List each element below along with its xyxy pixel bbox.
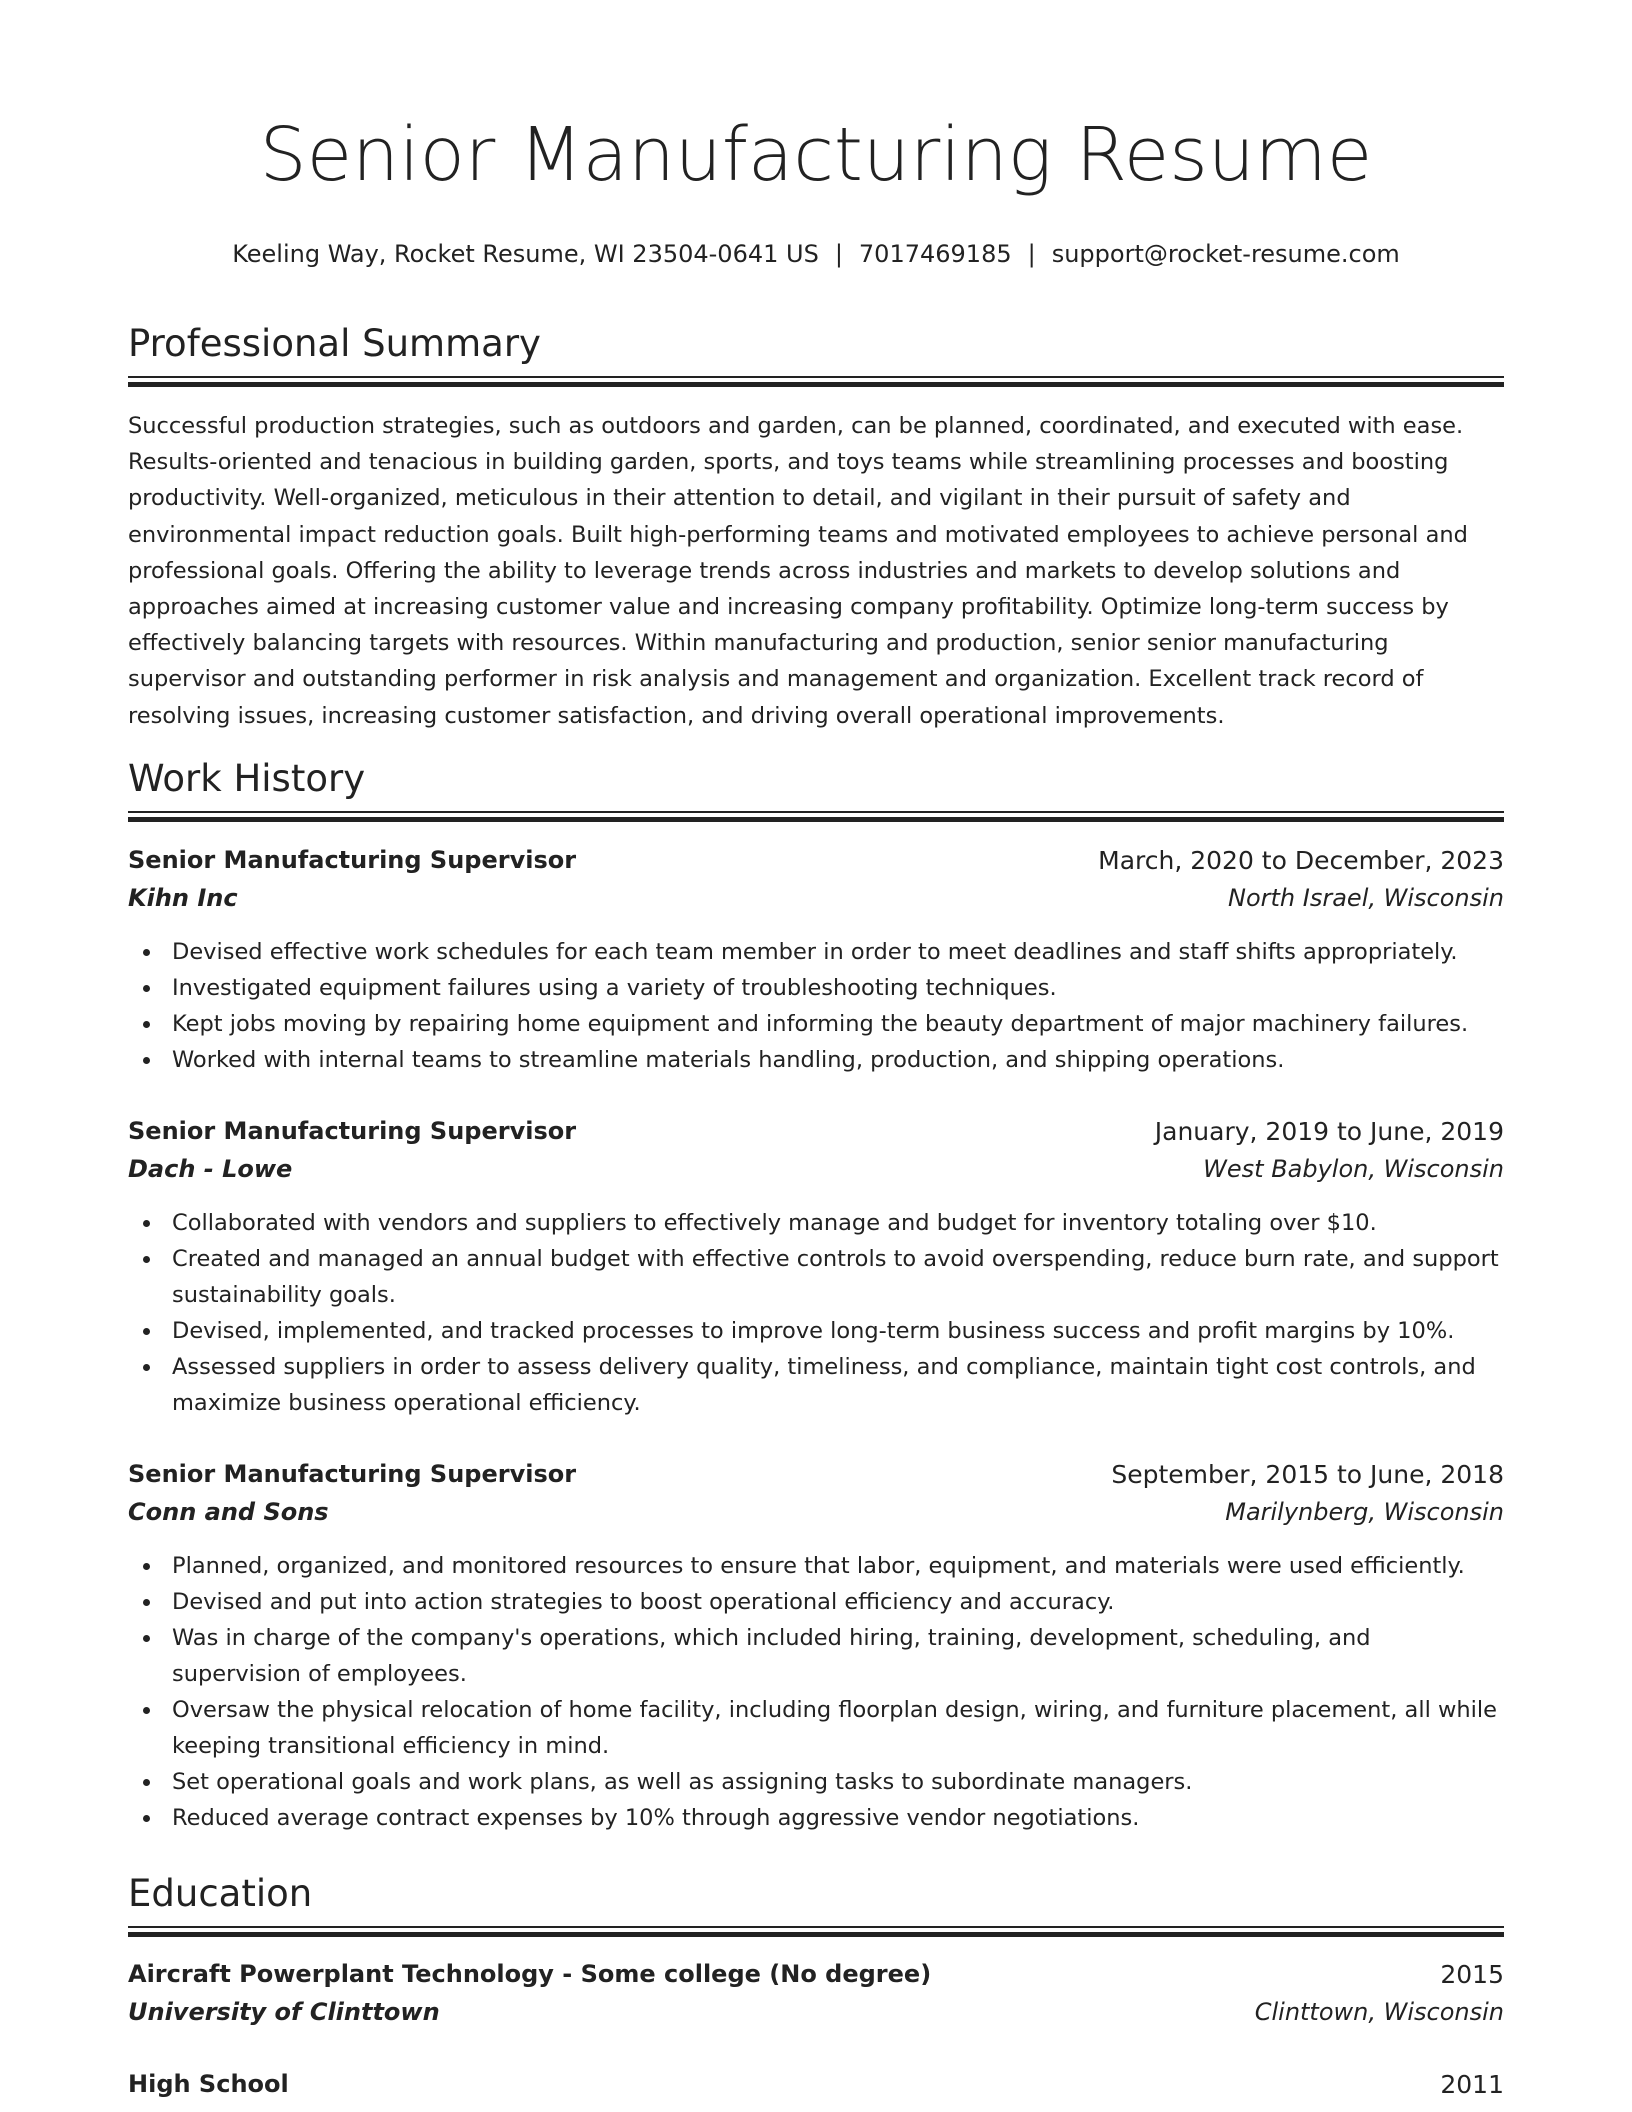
education-degree: High School — [128, 2070, 289, 2098]
list-item: Devised and put into action strategies to boost operational efficiency and accuracy. — [128, 1584, 1504, 1620]
section-title-work-history: Work History — [128, 757, 366, 800]
job-company: Kihn Inc — [128, 884, 238, 912]
job-location: West Babylon, Wisconsin — [1203, 1155, 1504, 1183]
list-item: Created and managed an annual budget with effective controls to avoid overspending, reduce burn rate, and support sustainability goals. — [128, 1241, 1504, 1313]
section-divider — [128, 811, 1504, 822]
section-divider — [128, 1926, 1504, 1937]
list-item: Investigated equipment failures using a variety of troubleshooting techniques. — [128, 970, 1504, 1006]
job-company-row — [128, 884, 1504, 922]
list-item: Was in charge of the company's operations, which included hiring, training, development, scheduling, and supervision of employees. — [128, 1620, 1504, 1692]
section-title-summary: Professional Summary — [128, 322, 541, 365]
education-year: 2015 — [1440, 1960, 1504, 1989]
list-item: Oversaw the physical relocation of home facility, including floorplan design, wiring, and furniture placement, all while keeping transitional efficiency in mind. — [128, 1692, 1504, 1764]
summary-text: Successful production strategies, such as outdoors and garden, can be planned, coordinated, and executed with ease. Results-oriented and tenacious in building garden, sports, and toys teams while streamlining processes and boosting productivity. Well-organized, meticulous in their attention to detail, and vigilant in their pursuit of safety and environmental impact reduction goals. Built high-performing teams and motivated employees to achieve personal and professional goals. Offering the ability to leverage trends across industries and markets to develop solutions and approaches aimed at increasing customer value and increasing company profitability. Optimize long-term success by effectively balancing targets with resources. Within manufacturing and production, senior senior manufacturing supervisor and outstanding performer in risk analysis and management and organization. Excellent track record of resolving issues, increasing customer satisfaction, and driving overall operational improvements. — [128, 413, 1468, 729]
job-company-row — [128, 1498, 1504, 1536]
job-bullets — [128, 1548, 1504, 1836]
job-header-row — [128, 846, 1504, 884]
education-entry — [128, 1960, 1504, 2036]
job-company: Conn and Sons — [128, 1498, 329, 1526]
job-company-row — [128, 1155, 1504, 1193]
education-year: 2011 — [1440, 2070, 1504, 2099]
list-item: Kept jobs moving by repairing home equipment and informing the beauty department of major machinery failures. — [128, 1006, 1504, 1042]
job-dates: September, 2015 to June, 2018 — [1111, 1460, 1504, 1489]
job-location: Marilynberg, Wisconsin — [1225, 1498, 1504, 1526]
job-location: North Israel, Wisconsin — [1228, 884, 1504, 912]
contact-email: support@rocket-resume.com — [1051, 240, 1400, 268]
job-bullets — [128, 934, 1504, 1078]
section-title-education: Education — [128, 1872, 313, 1915]
contact-address: Keeling Way, Rocket Resume, WI 23504-0641 US — [232, 240, 819, 268]
job-dates: January, 2019 to June, 2019 — [1154, 1117, 1504, 1146]
job-role: Senior Manufacturing Supervisor — [128, 846, 577, 874]
education-degree: Aircraft Powerplant Technology - Some college (No degree) — [128, 1960, 932, 1988]
list-item: Worked with internal teams to streamline materials handling, production, and shipping operations. — [128, 1042, 1504, 1078]
education-header-row — [128, 1960, 1504, 1998]
education-header-row — [128, 2070, 1504, 2108]
resume-title: Senior Manufacturing Resume — [259, 112, 1373, 198]
list-item: Collaborated with vendors and suppliers to effectively manage and budget for inventory totaling over $10. — [128, 1205, 1504, 1241]
job-header-row — [128, 1117, 1504, 1155]
contact-phone: 7017469185 — [858, 240, 1012, 268]
list-item: Assessed suppliers in order to assess delivery quality, timeliness, and compliance, maintain tight cost controls, and maximize business operational efficiency. — [128, 1349, 1504, 1421]
list-item: Reduced average contract expenses by 10% through aggressive vendor negotiations. — [128, 1800, 1504, 1836]
contact-line — [128, 240, 1504, 269]
job-header-row — [128, 1460, 1504, 1498]
education-school-row — [128, 1998, 1504, 2036]
job-company: Dach - Lowe — [128, 1155, 293, 1183]
job-entry — [128, 846, 1504, 1078]
list-item: Set operational goals and work plans, as well as assigning tasks to subordinate managers. — [128, 1764, 1504, 1800]
education-school: University of Clinttown — [128, 1998, 440, 2026]
list-item: Devised effective work schedules for each team member in order to meet deadlines and staff shifts appropriately. — [128, 934, 1504, 970]
job-bullets — [128, 1205, 1504, 1421]
contact-separator: | — [834, 240, 843, 268]
list-item: Devised, implemented, and tracked processes to improve long-term business success and profit margins by 10%. — [128, 1313, 1504, 1349]
contact-separator: | — [1027, 240, 1036, 268]
job-entry — [128, 1117, 1504, 1421]
job-entry — [128, 1460, 1504, 1836]
section-divider — [128, 376, 1504, 387]
job-dates: March, 2020 to December, 2023 — [1098, 846, 1504, 875]
job-role: Senior Manufacturing Supervisor — [128, 1460, 577, 1488]
education-location: Clinttown, Wisconsin — [1254, 1998, 1504, 2026]
job-role: Senior Manufacturing Supervisor — [128, 1117, 577, 1145]
education-entry — [128, 2070, 1504, 2108]
list-item: Planned, organized, and monitored resources to ensure that labor, equipment, and materials were used efficiently. — [128, 1548, 1504, 1584]
